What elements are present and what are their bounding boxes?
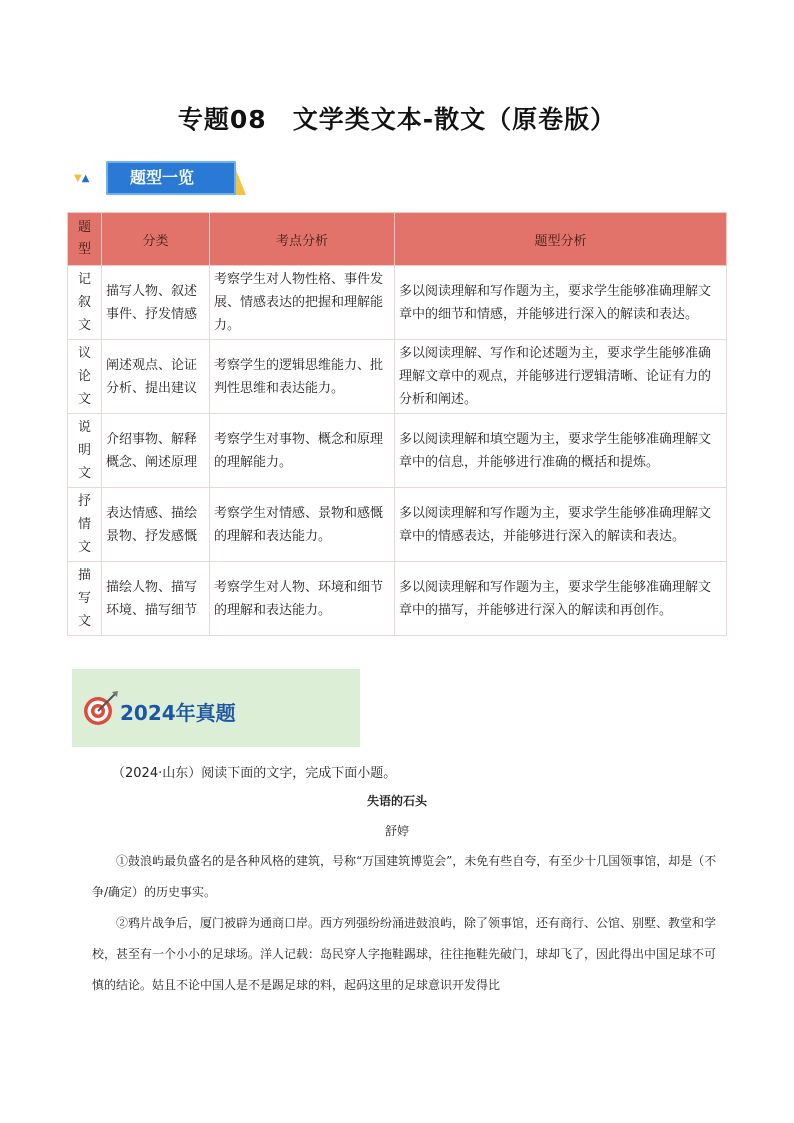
- type-cell: 议 论 文: [68, 340, 102, 414]
- year-label: 2024年真题: [120, 701, 236, 725]
- table-row: [68, 414, 727, 488]
- essay-author: 舒婷: [384, 824, 409, 838]
- section-banner: [74, 161, 254, 197]
- point-cell: 考察学生对人物性格、事件发展、情感表达的把握和理解能力。: [210, 266, 395, 340]
- table-header-row: [68, 213, 727, 266]
- analysis-cell: 多以阅读理解和写作题为主，要求学生能够准确理解文章中的描写，并能够进行深入的解读和再创作。: [395, 562, 727, 636]
- analysis-cell: 多以阅读理解、写作和论述题为主，要求学生能够准确理解文章中的观点，并能够进行逻辑清晰、论证有力的分析和阐述。: [395, 340, 727, 414]
- point-cell: 考察学生对事物、概念和原理的理解能力。: [210, 414, 395, 488]
- paragraph-1: ①鼓浪屿最负盛名的是各种风格的建筑，号称“万国建筑博览会”，未免有些自夸，有至少十几国领事馆，却是（不争/确定）的历史事实。: [92, 854, 717, 899]
- category-cell: 描绘人物、描写环境、描写细节: [102, 562, 210, 636]
- header-type: 题 型: [68, 213, 102, 266]
- category-cell: 描写人物、叙述事件、抒发情感: [102, 266, 210, 340]
- table-row: [68, 266, 727, 340]
- point-cell: 考察学生对人物、环境和细节的理解和表达能力。: [210, 562, 395, 636]
- type-cell: 说 明 文: [68, 414, 102, 488]
- section-banner-label: 题型一览: [106, 161, 236, 195]
- point-cell: 考察学生对情感、景物和感慨的理解和表达能力。: [210, 488, 395, 562]
- table-row: [68, 488, 727, 562]
- category-cell: 阐述观点、论证分析、提出建议: [102, 340, 210, 414]
- table-row: [68, 340, 727, 414]
- category-cell: 表达情感、描绘景物、抒发感慨: [102, 488, 210, 562]
- analysis-cell: 多以阅读理解和写作题为主，要求学生能够准确理解文章中的情感表达，并能够进行深入的解读和表达。: [395, 488, 727, 562]
- type-cell: 记 叙 文: [68, 266, 102, 340]
- essay-title: 失语的石头: [366, 794, 427, 808]
- passage-intro: （2024·山东）阅读下面的文字，完成下面小题。: [112, 766, 397, 781]
- type-cell: 描 写 文: [68, 562, 102, 636]
- category-cell: 介绍事物、解释概念、阐述原理: [102, 414, 210, 488]
- target-icon: [82, 689, 120, 727]
- point-cell: 考察学生的逻辑思维能力、批判性思维和表达能力。: [210, 340, 395, 414]
- header-category: 分类: [102, 213, 210, 266]
- banner-arrows-icon: ▼▲: [74, 173, 90, 184]
- question-type-table: [67, 212, 727, 636]
- type-cell: 抒 情 文: [68, 488, 102, 562]
- page-title: 专题08 文学类文本-散文（原卷版）: [177, 105, 617, 134]
- header-analysis: 题型分析: [395, 213, 727, 266]
- analysis-cell: 多以阅读理解和写作题为主，要求学生能够准确理解文章中的细节和情感，并能够进行深入的解读和表达。: [395, 266, 727, 340]
- paragraph-2: ②鸦片战争后，厦门被辟为通商口岸。西方列强纷纷涌进鼓浪屿，除了领事馆，还有商行、公馆、别墅、教堂和学校，甚至有一个小小的足球场。洋人记载：岛民穿人字拖鞋踢球，往往拖鞋先破门，球却飞了，因此得出中国足球不可慎的结论。姑且不论中国人是不是踢足球的料，起码这里的足球意识开发得比: [92, 916, 717, 992]
- year-panel: [72, 669, 360, 747]
- table-row: [68, 562, 727, 636]
- analysis-cell: 多以阅读理解和填空题为主，要求学生能够准确理解文章中的信息，并能够进行准确的概括和提炼。: [395, 414, 727, 488]
- header-point: 考点分析: [210, 213, 395, 266]
